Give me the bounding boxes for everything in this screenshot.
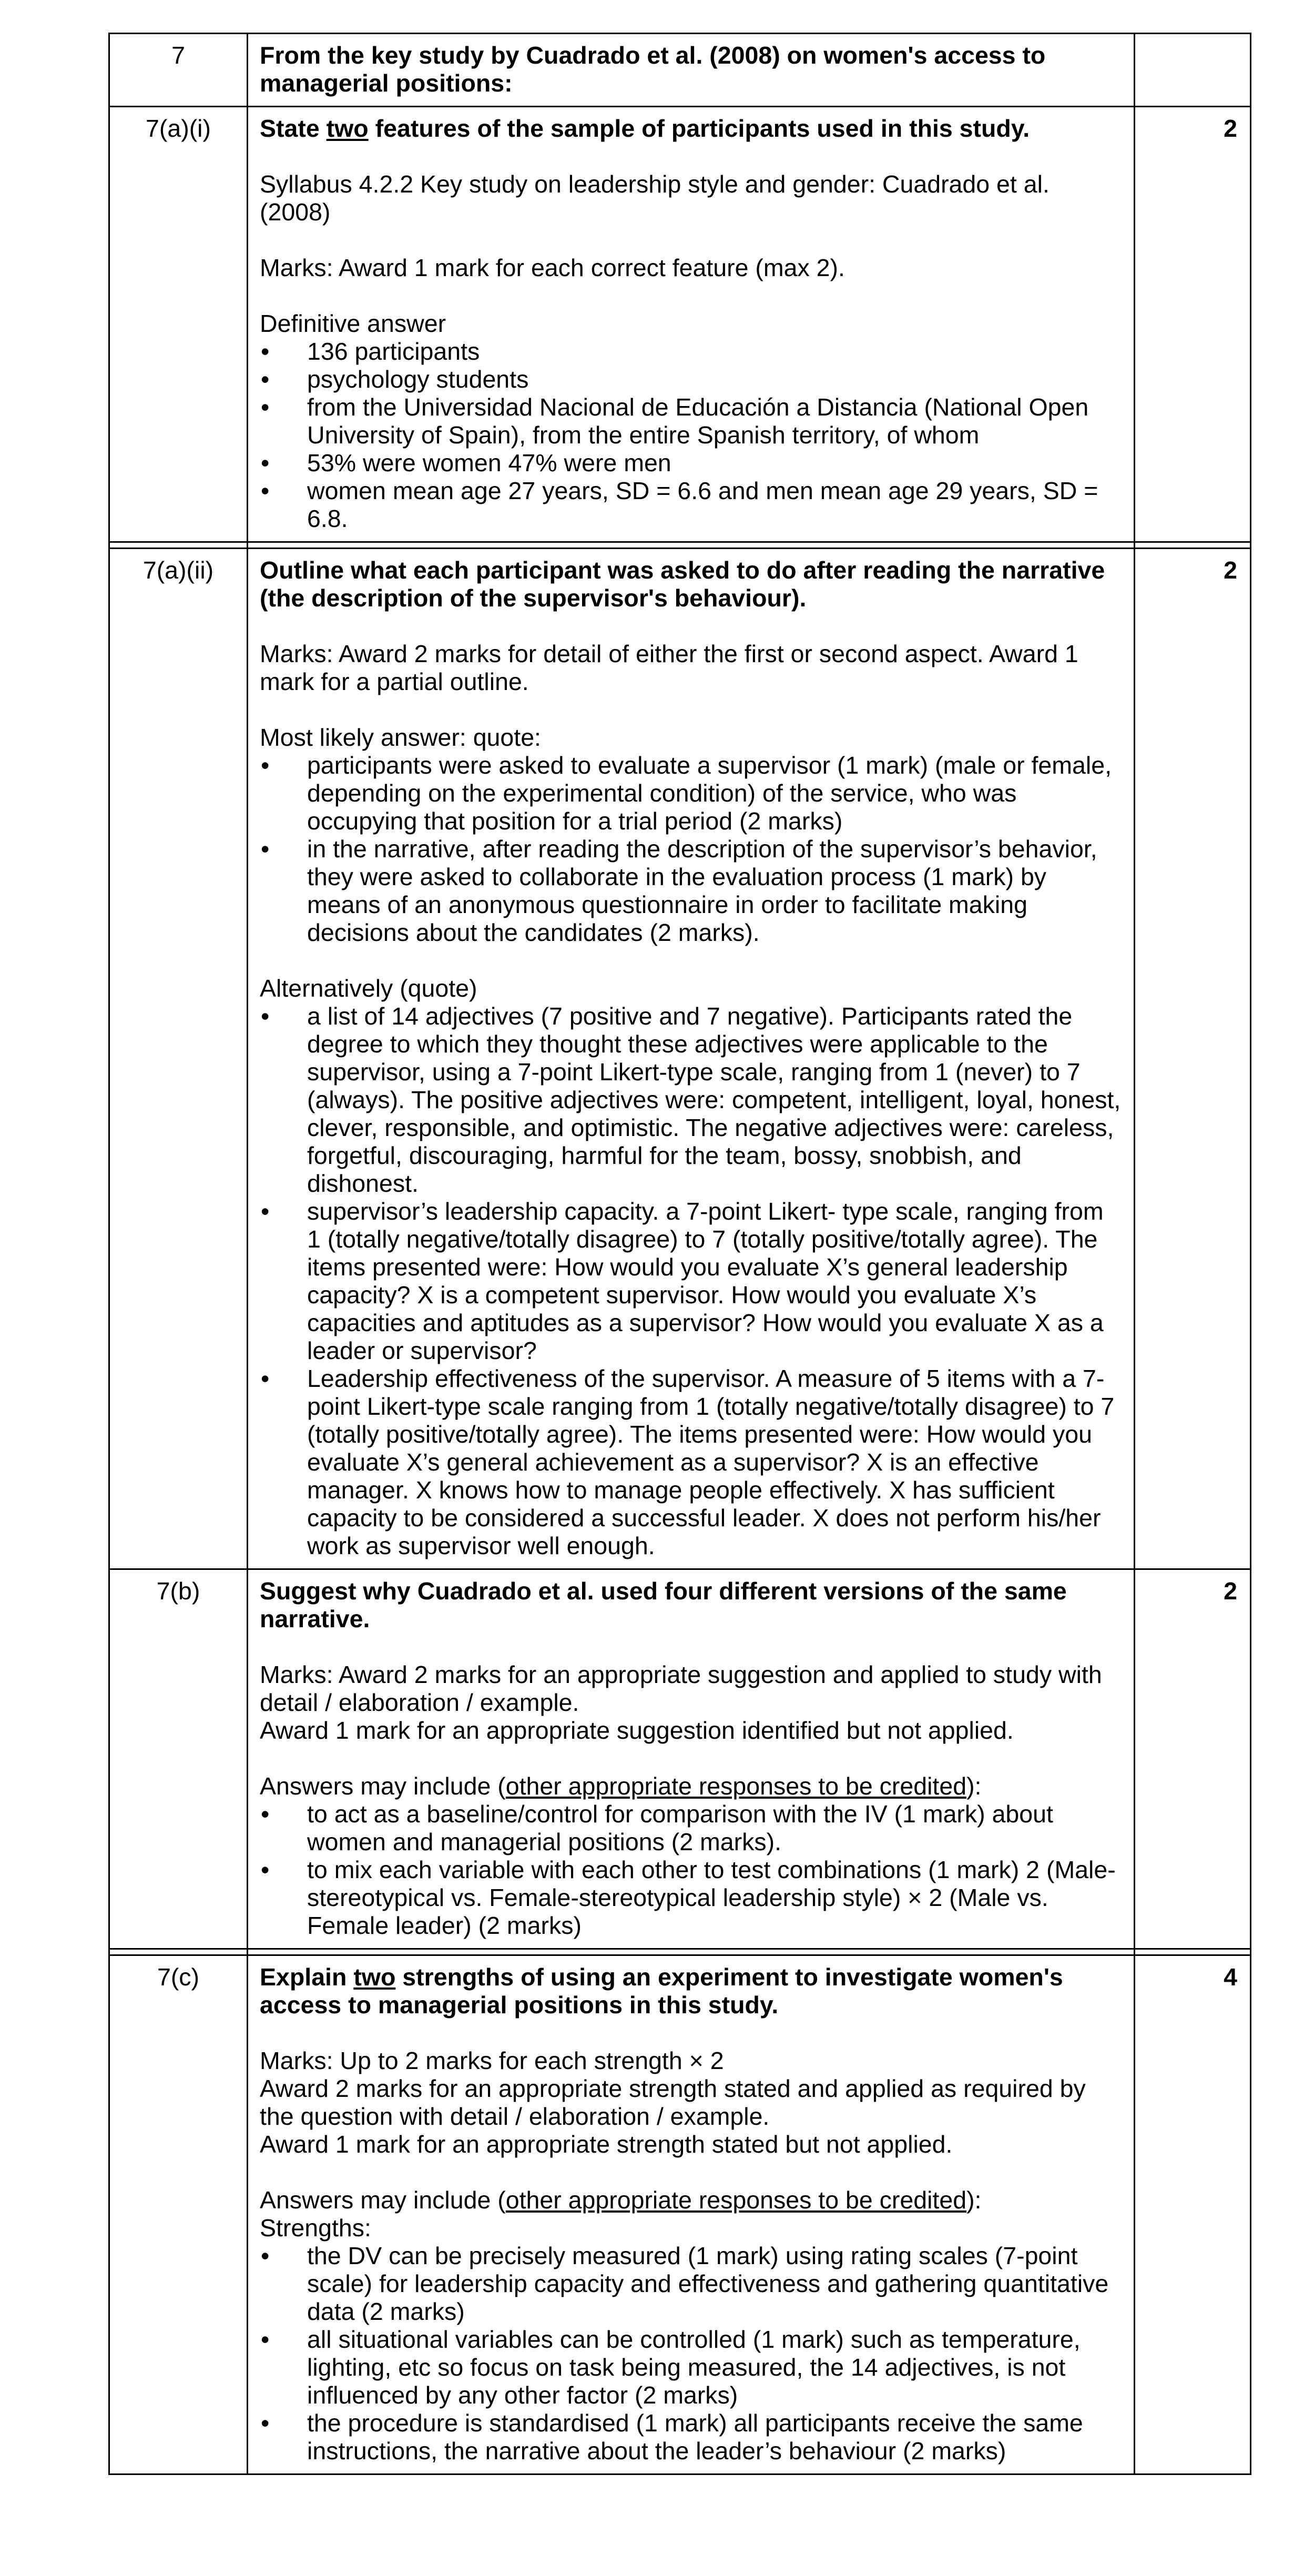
answer-list	[260, 1800, 1122, 1940]
list-item: • in the narrative, after reading the description of the supervisor’s behavior, they were asked to collaborate in the evaluation process (1 mark) by means of an anonymous questionnaire in order to facilitate making decisions about the candidates (2 marks).	[260, 835, 1122, 947]
question-text: From the key study by Cuadrado et al. (2008) on women's access to managerial positions:	[260, 42, 1046, 97]
list-item: • 136 participants	[260, 338, 1122, 366]
syllabus-reference: Syllabus 4.2.2 Key study on leadership style and gender: Cuadrado et al. (2008)	[260, 170, 1050, 226]
answers-intro-text: ):	[966, 1772, 982, 1800]
answer-cell	[248, 549, 1135, 1569]
table-row-7aii	[109, 549, 1251, 1569]
question-text	[260, 1963, 1122, 2019]
marks-cell: 2	[1135, 107, 1251, 542]
credit-note: other appropriate responses to be credited	[505, 2186, 967, 2214]
marks-cell: 2	[1135, 1569, 1251, 1949]
answer-cell	[248, 1955, 1135, 2474]
question-number: 7(c)	[109, 1955, 248, 2474]
question-text: Suggest why Cuadrado et al. used four different versions of the same narrative.	[260, 1577, 1067, 1632]
list-item: • a list of 14 adjectives (7 positive and 7 negative). Participants rated the degree to which they thought these adjectives were applicable to the supervisor, using a 7-point Likert-type scale, ranging from 1 (never) to 7 (always). The positive adjectives were: competent, intelligent, loyal, honest, clever, responsible, and optimistic. The negative adjectives were: careless, forgetful, discouraging, harmful for the team, bossy, snobbish, and dishonest.	[260, 1002, 1122, 1198]
answer-cell	[248, 34, 1135, 107]
question-number: 7(a)(ii)	[109, 549, 248, 1569]
question-text-part: strengths of using an experiment to investigate women's access to managerial positions in this study.	[260, 1963, 1063, 2019]
marks-guidance: Marks: Award 2 marks for an appropriate suggestion and applied to study with detail / elaboration / example.	[260, 1661, 1102, 1716]
list-item: • all situational variables can be controlled (1 mark) such as temperature, lighting, etc so focus on task being measured, the 14 adjectives, is not influenced by any other factor (2 marks)	[260, 2326, 1122, 2409]
question-text-part: Explain	[260, 1963, 354, 1991]
mark-scheme-table	[108, 33, 1251, 2475]
alternative-list	[260, 1002, 1122, 1560]
answer-label: Definitive answer	[260, 310, 446, 337]
marks-cell: 2	[1135, 549, 1251, 1569]
credit-note: other appropriate responses to be credited	[505, 1772, 967, 1800]
table-row-7ai	[109, 107, 1251, 542]
question-emphasis: two	[326, 115, 369, 142]
question-text: Outline what each participant was asked to do after reading the narrative (the description of the supervisor's behaviour).	[260, 556, 1105, 612]
answer-list	[260, 752, 1122, 947]
marks-guidance: Award 1 mark for an appropriate strength stated but not applied.	[260, 2131, 953, 2158]
list-item: • from the Universidad Nacional de Educación a Distancia (National Open University of Spain), from the entire Spanish territory, of whom	[260, 393, 1122, 449]
marks-guidance: Award 2 marks for an appropriate strength stated and applied as required by the question with detail / elaboration / example.	[260, 2075, 1086, 2130]
marks-cell: 4	[1135, 1955, 1251, 2474]
table-row-7b	[109, 1569, 1251, 1949]
list-item: • the procedure is standardised (1 mark) all participants receive the same instructions, the narrative about the leader’s behaviour (2 marks)	[260, 2409, 1122, 2465]
list-item: • Leadership effectiveness of the supervisor. A measure of 5 items with a 7-point Likert-type scale ranging from 1 (totally negative/totally disagree) to 7 (totally positive/totally agree). The items presented were: How would you evaluate X’s general achievement as a supervisor? X is an effective manager. X knows how to manage people effectively. X has sufficient capacity to be considered a successful leader. X does not perform his/her work as supervisor well enough.	[260, 1365, 1122, 1560]
marks-guidance: Award 1 mark for an appropriate suggestion identified but not applied.	[260, 1717, 1014, 1744]
answer-label: Most likely answer: quote:	[260, 724, 541, 751]
answer-cell	[248, 1569, 1135, 1949]
list-item: • women mean age 27 years, SD = 6.6 and men mean age 29 years, SD = 6.8.	[260, 477, 1122, 533]
question-emphasis: two	[353, 1963, 396, 1991]
list-item: • psychology students	[260, 366, 1122, 393]
answers-intro-text: ):	[966, 2186, 982, 2214]
answers-intro	[260, 2186, 1122, 2214]
answer-list	[260, 338, 1122, 533]
row-separator	[109, 542, 1251, 549]
answers-intro-text: Answers may include (	[260, 1772, 506, 1800]
question-number: 7(a)(i)	[109, 107, 248, 542]
row-separator	[109, 1949, 1251, 1955]
question-text	[260, 115, 1122, 143]
marks-cell	[1135, 34, 1251, 107]
list-item: • to act as a baseline/control for comparison with the IV (1 mark) about women and managerial positions (2 marks).	[260, 1800, 1122, 1856]
question-text-part: features of the sample of participants used in this study.	[368, 115, 1030, 142]
answer-list	[260, 2242, 1122, 2465]
list-item: • 53% were women 47% were men	[260, 449, 1122, 477]
table-row-7c	[109, 1955, 1251, 2474]
list-item: • supervisor’s leadership capacity. a 7-point Likert- type scale, ranging from 1 (totally negative/totally disagree) to 7 (totally positive/totally agree). The items presented were: How would you evaluate X’s general leadership capacity? X is a competent supervisor. How would you evaluate X’s capacities and aptitudes as a supervisor? How would you evaluate X as a leader or supervisor?	[260, 1198, 1122, 1365]
list-item: • the DV can be precisely measured (1 mark) using rating scales (7-point scale) for leadership capacity and effectiveness and gathering quantitative data (2 marks)	[260, 2242, 1122, 2326]
question-text-part: State	[260, 115, 327, 142]
answers-intro-text: Answers may include (	[260, 2186, 506, 2214]
question-number: 7	[109, 34, 248, 107]
marks-guidance: Marks: Award 1 mark for each correct feature (max 2).	[260, 254, 845, 281]
table-row-7	[109, 34, 1251, 107]
strengths-label: Strengths:	[260, 2214, 371, 2242]
list-item: • participants were asked to evaluate a supervisor (1 mark) (male or female, depending on the experimental condition) of the service, who was occupying that position for a trial period (2 marks)	[260, 752, 1122, 835]
question-number: 7(b)	[109, 1569, 248, 1949]
answer-cell	[248, 107, 1135, 542]
list-item: • to mix each variable with each other to test combinations (1 mark) 2 (Male- stereotypical vs. Female-stereotypical leadership style) × 2 (Male vs. Female leader) (2 marks)	[260, 1856, 1122, 1940]
answers-intro	[260, 1772, 1122, 1800]
alternative-label: Alternatively (quote)	[260, 975, 477, 1002]
marks-guidance: Marks: Award 2 marks for detail of either the first or second aspect. Award 1 mark for a partial outline.	[260, 640, 1078, 695]
marks-guidance: Marks: Up to 2 marks for each strength × 2	[260, 2047, 724, 2074]
